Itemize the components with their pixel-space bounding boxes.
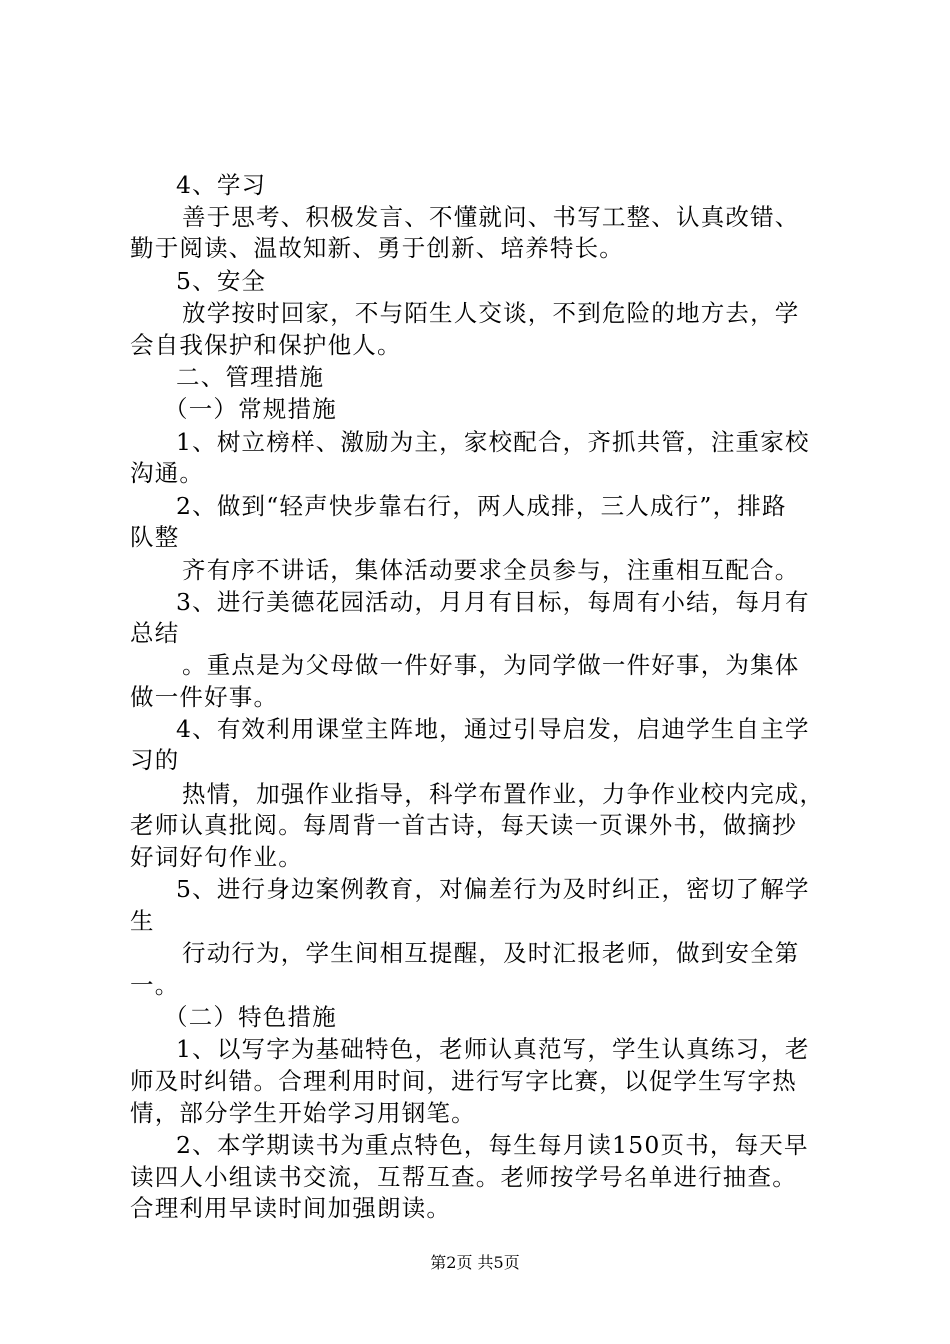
text-line: 沟通。 [130,459,205,487]
text-line: 情，部分学生开始学习用钢笔。 [130,1099,476,1127]
text-line: 生 [130,907,155,935]
text-line: 2、本学期读书为重点特色，每生每月读150页书，每天早 [176,1131,809,1159]
subsection-heading: （二）特色措施 [164,1003,337,1031]
text-line: 1、以写字为基础特色，老师认真范写，学生认真练习，老 [176,1035,810,1063]
text-line: 3、进行美德花园活动，月月有目标，每周有小结，每月有 [176,588,810,616]
text-line: 读四人小组读书交流，互帮互查。老师按学号名单进行抽查。 [130,1163,797,1191]
text-line: 5、进行身边案例教育，对偏差行为及时纠正，密切了解学 [176,875,810,903]
text-line: 老师认真批阅。每周背一首古诗，每天读一页课外书，做摘抄 [130,811,797,839]
text-line: 会自我保护和保护他人。 [130,331,402,359]
text-line: 队整 [130,523,180,551]
text-line: 齐有序不讲话，集体活动要求全员参与，注重相互配合。 [182,556,800,584]
text-line: 好词好句作业。 [130,843,303,871]
text-line: 4、有效利用课堂主阵地，通过引导启发，启迪学生自主学 [176,715,810,743]
text-line: 合理利用早读时间加强朗读。 [130,1194,452,1222]
text-line: 总结 [130,619,180,647]
text-line: 5、安全 [176,267,267,295]
text-line: 1、树立榜样、激励为主，家校配合，齐抓共管，注重家校 [176,428,810,456]
text-line: 。重点是为父母做一件好事，为同学做一件好事，为集体 [182,651,800,679]
text-line: 勤于阅读、温故知新、勇于创新、培养特长。 [130,234,624,262]
text-line: 热情，加强作业指导，科学布置作业，力争作业校内完成， [182,780,825,808]
text-line: 一。 [130,971,180,999]
text-line: 善于思考、积极发言、不懂就问、书写工整、认真改错、 [182,203,800,231]
text-line: 放学按时回家，不与陌生人交谈，不到危险的地方去，学 [182,299,800,327]
text-line: 师及时纠错。合理利用时间，进行写字比赛，以促学生写字热 [130,1067,797,1095]
page-number-footer: 第2页 共5页 [430,1253,520,1272]
text-line: 做一件好事。 [130,683,279,711]
subsection-heading: （一）常规措施 [164,395,337,423]
text-line: 4、学习 [176,171,267,199]
section-heading: 二、管理措施 [176,363,325,391]
text-line: 2、做到“轻声快步靠右行，两人成排，三人成行”，排路 [176,492,787,520]
text-line: 习的 [130,746,180,774]
text-line: 行动行为，学生间相互提醒，及时汇报老师，做到安全第 [182,939,800,967]
